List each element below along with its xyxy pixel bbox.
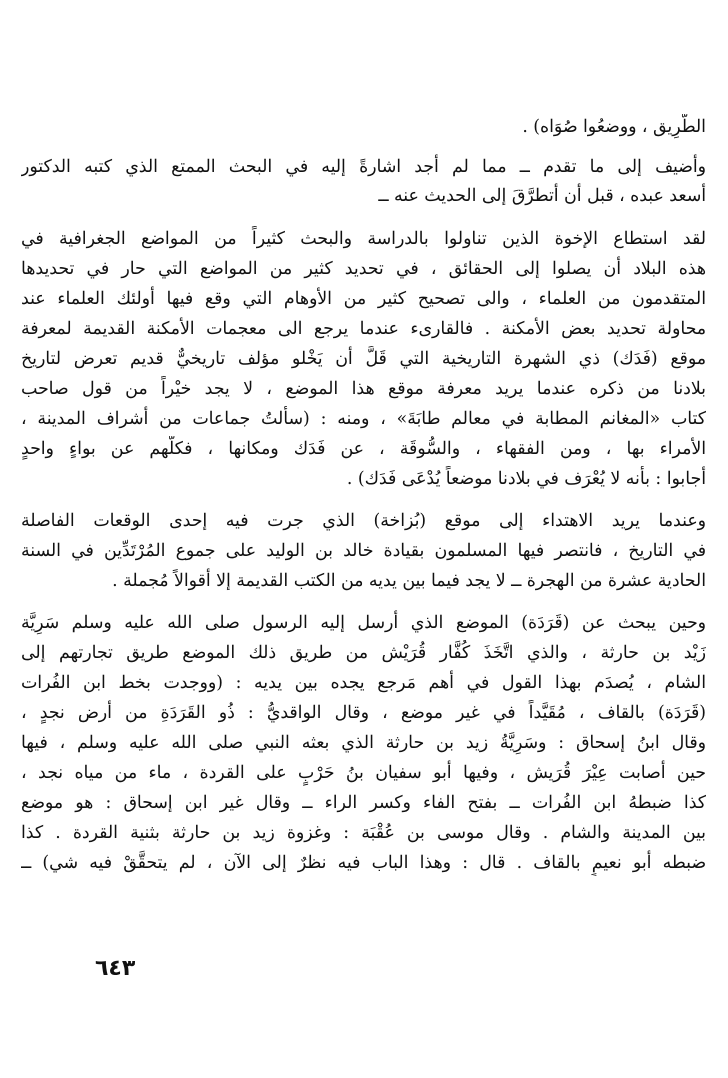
text-line: محاولة تحديد بعض الأمكنة . فالقارىء عندما يرجع الى معجمات الأمكنة القديمة لمعرفة <box>21 319 706 339</box>
text-line: حين أصابت عِيْرَ قُرَيش ، وفيها أبو سفيان بنُ حَرْبٍ على القردة ، ماء من مياه نجد ، <box>21 763 706 783</box>
text-line: لقد استطاع الإخوة الذين تناولوا بالدراسة والبحث كثيراً من المواضع الجغرافية في <box>21 229 706 249</box>
text-line: موقع (فَدَك) ذي الشهرة التاريخية التي قَلَّ أن يَخْلو مؤلف تاريخيٌّ قديم تعرض لتاريخ <box>21 349 706 369</box>
text-line: أجابوا : بأنه لا يُعْرَف في بلادنا موضعاً يُدْعَى فَدَك) . <box>346 469 706 489</box>
text-line: بين المدينة والشام . وقال موسى بن عُقْبَة : وغزوة زيد بن حارثة بثنية القردة . كذا <box>21 823 706 843</box>
text-line: كتاب «المغانم المطابة في معالم طابَةَ» ، ومنه : (سألتُ جماعات من أشراف المدينة ، <box>21 409 706 429</box>
text-line: أسعد عبده ، قبل أن أتطرَّقَ إلى الحديث عنه ــ <box>378 186 706 206</box>
text-line: هذه البلاد أن يصلوا إلى الحقائق ، في تحديد كثير من المواضع التي حار في تحديدها <box>21 259 706 279</box>
text-line: المتقدمون من العلماء ، والى تصحيح كثير من الأوهام التي وقع فيها أولئك العلماء عند <box>21 289 706 309</box>
text-line: الحادية عشرة من الهجرة ــ لا يجد فيما بين يديه من الكتب القديمة إلا أقوالاً مُجملة . <box>112 571 706 591</box>
text-line: ضبطه أبو نعيمٍ بالقاف . قال : وهذا الباب فيه نظرٌ إلى الآن ، لم يتحقَّقْ فيه شي) ــ <box>21 853 706 873</box>
text-line: الطَّرِيق ، ووضعُوا صُوَاه) . <box>522 117 706 137</box>
text-line: وقال ابنُ إسحاق : وسَرِيَّةُ زيد بن حارثة الذي بعثه النبي صلى الله عليه وسلم ، فيها <box>21 733 706 753</box>
text-line: كذا ضبطهُ ابن الفُرات ــ بفتح الفاء وكسر الراء ــ وقال غير ابن إسحاق : هو موضع <box>21 793 706 813</box>
text-line: وحين يبحث عن (قَرَدَة) الموضع الذي أرسل إليه الرسول صلى الله عليه وسلم سَرِيَّة <box>21 613 706 633</box>
text-line: الشام ، يُصدَم بهذا القول في أهم مَرجع يجده بين يديه : (ووجدت بخط ابن الفُرات <box>21 673 706 693</box>
text-line: زَيْد بن حارثة ، والذي اتَّخَذَ كُفَّار قُرَيْش من طريق ذلك الموضع طريق تجارتهم إلى <box>21 643 706 663</box>
text-line: في التاريخ ، فانتصر فيها المسلمون بقيادة خالد بن الوليد على جموع المُرْتَدِّين في السنة <box>21 541 706 561</box>
text-line: (قَرَدَة) بالقاف ، مُقَيَّداً في غير موضع ، وقال الواقديُّ : ذُو القَرَدَةِ من أرض نجدٍ ، <box>21 703 706 723</box>
text-line: بلادنا من ذكره عندما يريد معرفة موقع هذا الموضع ، لا يجد خيْراً من قول صاحب <box>21 379 706 399</box>
text-line: وعندما يريد الاهتداء إلى موقع (بُزاخة) الذي جرت فيه إحدى الوقعات الفاصلة <box>21 511 706 531</box>
text-line: وأُضيف إلى ما تقدم ــ مما لم أجد اشارةً إليه في البحث الممتع الذي كتبه الدكتور <box>21 157 706 177</box>
text-line: الأمراء بها ، ومن الفقهاء ، والسُّوقَة ، عن فَدَك ومكانها ، فكلُّهم عن بواءٍ واحدٍ <box>21 439 706 459</box>
page-number: ٦٤٣ <box>95 956 136 981</box>
